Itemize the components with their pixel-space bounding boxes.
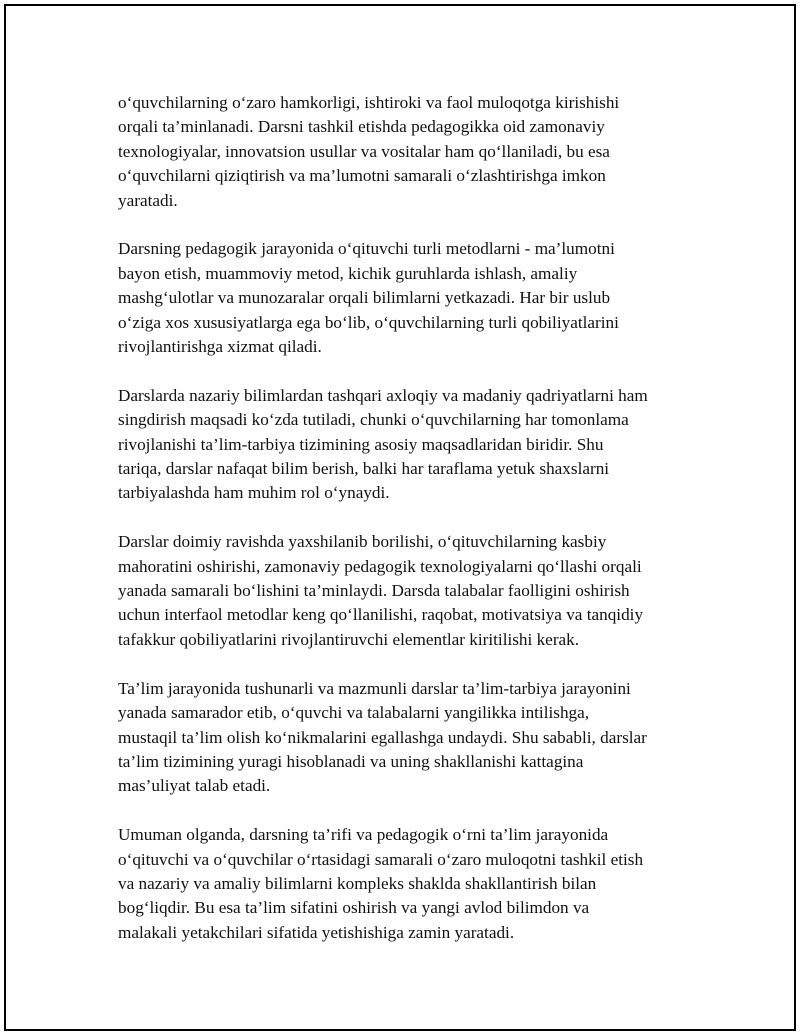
paragraph-4: Darslar doimiy ravishda yaxshilanib borilishi, o‘qituvchilarning kasbiy mahoratini oshirishi, zamonaviy pedagogik texnologiyalarni qo‘llashi orqali yanada samarali bo‘lishini ta’minlaydi. Darsda talabalar faolligini oshirish uchun interfaol metodlar keng qo‘llanilishi, raqobat, motivatsiya va tanqidiy tafakkur qobiliyatlarini rivojlantiruvchi elementlar kiritilishi kerak. (118, 532, 644, 649)
paragraph-5: Ta’lim jarayonida tushunarli va mazmunli darslar ta’lim-tarbiya jarayonini yanada samarador etib, o‘quvchi va talabalarni yangilikka intilishga, mustaqil ta’lim olish ko‘nikmalarini egallashga undaydi. Shu sababli, darslar ta’lim tizimining yuragi hisoblanadi va uning shakllanishi kattagina mas’uliyat talab etadi. (118, 678, 647, 796)
paragraph-2: Darsning pedagogik jarayonida o‘qituvchi turli metodlarni - ma’lumotni bayon etish, muammoviy metod, kichik guruhlarda ishlash, amaliy mashg‘ulotlar va munozaralar orqali bilimlarni yetkazadi. Har bir uslub o‘ziga xos xususiyatlarga ega bo‘lib, o‘quvchilarning turli qobiliyatlarini rivojlantirishga xizmat qiladi. (118, 239, 619, 357)
paragraph-3: Darslarda nazariy bilimlardan tashqari axloqiy va madaniy qadriyatlarni ham singdirish maqsadi ko‘zda tutiladi, chunki o‘quvchilarning har tomonlama rivojlanishi ta’lim-tarbiya tizimining asosiy maqsadlaridan biridir. Shu tariqa, darslar nafaqat bilim berish, balki har taraflama yetuk shaxslarni tarbiyalashda ham muhim rol o‘ynaydi. (118, 385, 648, 503)
paragraph-1: o‘quvchilarning o‘zaro hamkorligi, ishtiroki va faol muloqotga kirishishi orqali ta’minlanadi. Darsni tashkil etishda pedagogikka oid zamonaviy texnologiyalar, innovatsion usullar va vositalar ham qo‘llaniladi, bu esa o‘quvchilarni qiziqtirish va ma’lumotni samarali o‘zlashtirishga imkon yaratadi. (118, 93, 620, 210)
paragraph-6: Umuman olganda, darsning ta’rifi va pedagogik o‘rni ta’lim jarayonida o‘qituvchi va o‘quvchilar o‘rtasidagi samarali o‘zaro muloqotni tashkil etish va nazariy va amaliy bilimlarni kompleks shaklda shakllantirish bilan bog‘liqdir. Bu esa ta’lim sifatini oshirish va yangi avlod bilimdon va malakali yetakchilari sifatida yetishishiga zamin yaratadi. (118, 825, 644, 942)
document-body (118, 91, 698, 970)
